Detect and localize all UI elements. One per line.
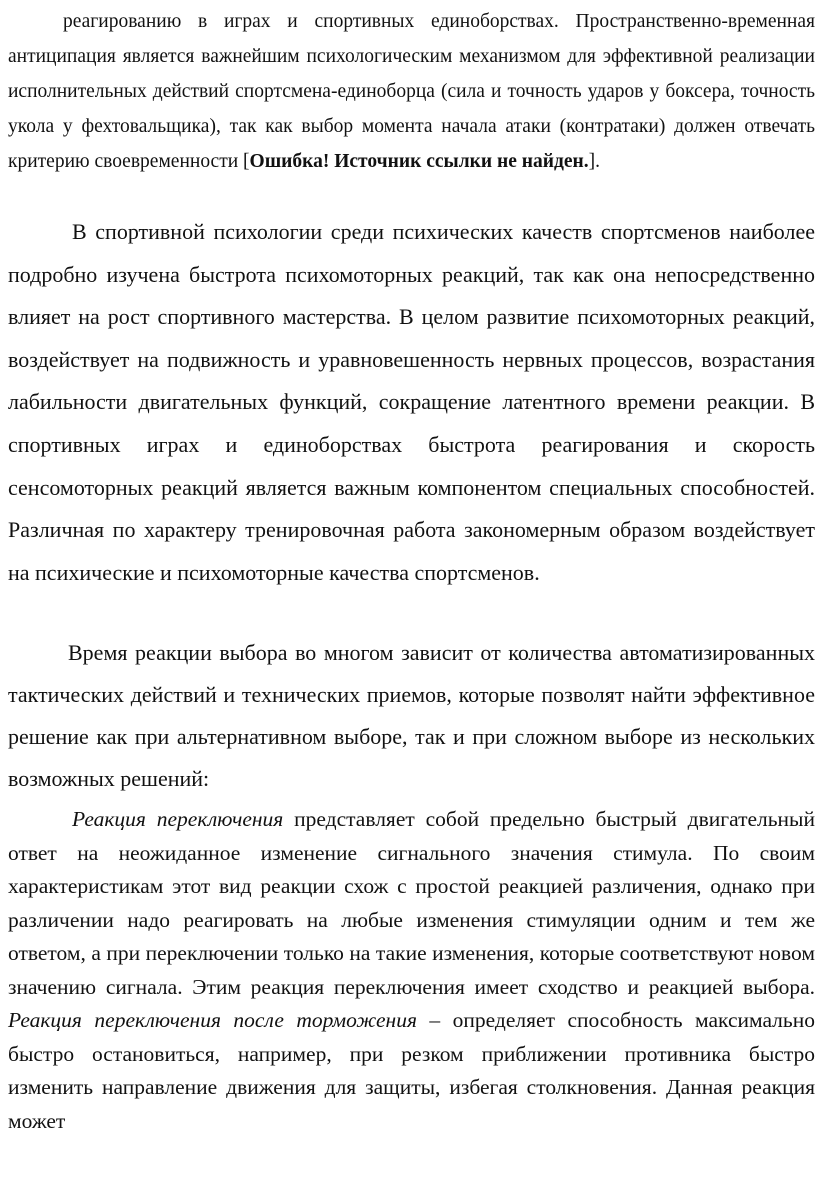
term-switch-reaction: Реакция переключения <box>72 807 284 831</box>
paragraph-text-end: – определяет способность максимально быстро остановиться, например, при резком приближении противника быстро изменить направление движения для защиты, избегая столкновения. Данная реакция может <box>8 1008 815 1133</box>
paragraph-text-end: ]. <box>588 151 601 172</box>
paragraph-switch-reaction <box>8 803 815 1138</box>
term-switch-after-braking: Реакция переключения после торможения <box>8 1008 417 1032</box>
paragraph-text: представляет собой предельно быстрый двигательный ответ на неожиданное изменение сигнального значения стимула. По своим характеристикам этот вид реакции схож с простой реакцией различения, однако при различении надо реагировать на любые изменения стимуляции одним и тем же ответом, а при переключении только на такие изменения, которые соответствуют новом значению сигнала. Этим реакция переключения имеет сходство и реакцией выбора. <box>8 807 816 999</box>
paragraph-choice-time: Время реакции выбора во многом зависит от количества автоматизированных тактических действий и технических приемов, которые позволят найти эффективное решение как при альтернативном выборе, так и при сложном выборе из нескольких возможных решений: <box>8 640 815 791</box>
paragraph-text: реагированию в играх и спортивных единоборствах. Пространственно-временная антиципация является важнейшим психологическим механизмом для эффективной реализации исполнительных действий спортсмена-единоборца (сила и точность ударов у боксера, точность укола у фехтовальщика), так как выбор момента начала атаки (контратаки) должен отвечать критерию своевременности [ <box>8 11 815 172</box>
paragraph-anticipation <box>8 4 815 179</box>
paragraph-reaction-speed: В спортивной психологии среди психических качеств спортсменов наиболее подробно изучена быстрота психомоторных реакций, так как она непосредственно влияет на рост спортивного мастерства. В целом развитие психомоторных реакций, воздействует на подвижность и уравновешенность нервных процессов, возрастания лабильности двигательных функций, сокращение латентного времени реакции. В спортивных играх и единоборствах быстрота реагирования и скорость сенсомоторных реакций является важным компонентом специальных способностей. Различная по характеру тренировочная работа закономерным образом воздействует на психические и психомоторные качества спортсменов. <box>8 219 815 585</box>
reference-error: Ошибка! Источник ссылки не найден. <box>249 151 589 172</box>
